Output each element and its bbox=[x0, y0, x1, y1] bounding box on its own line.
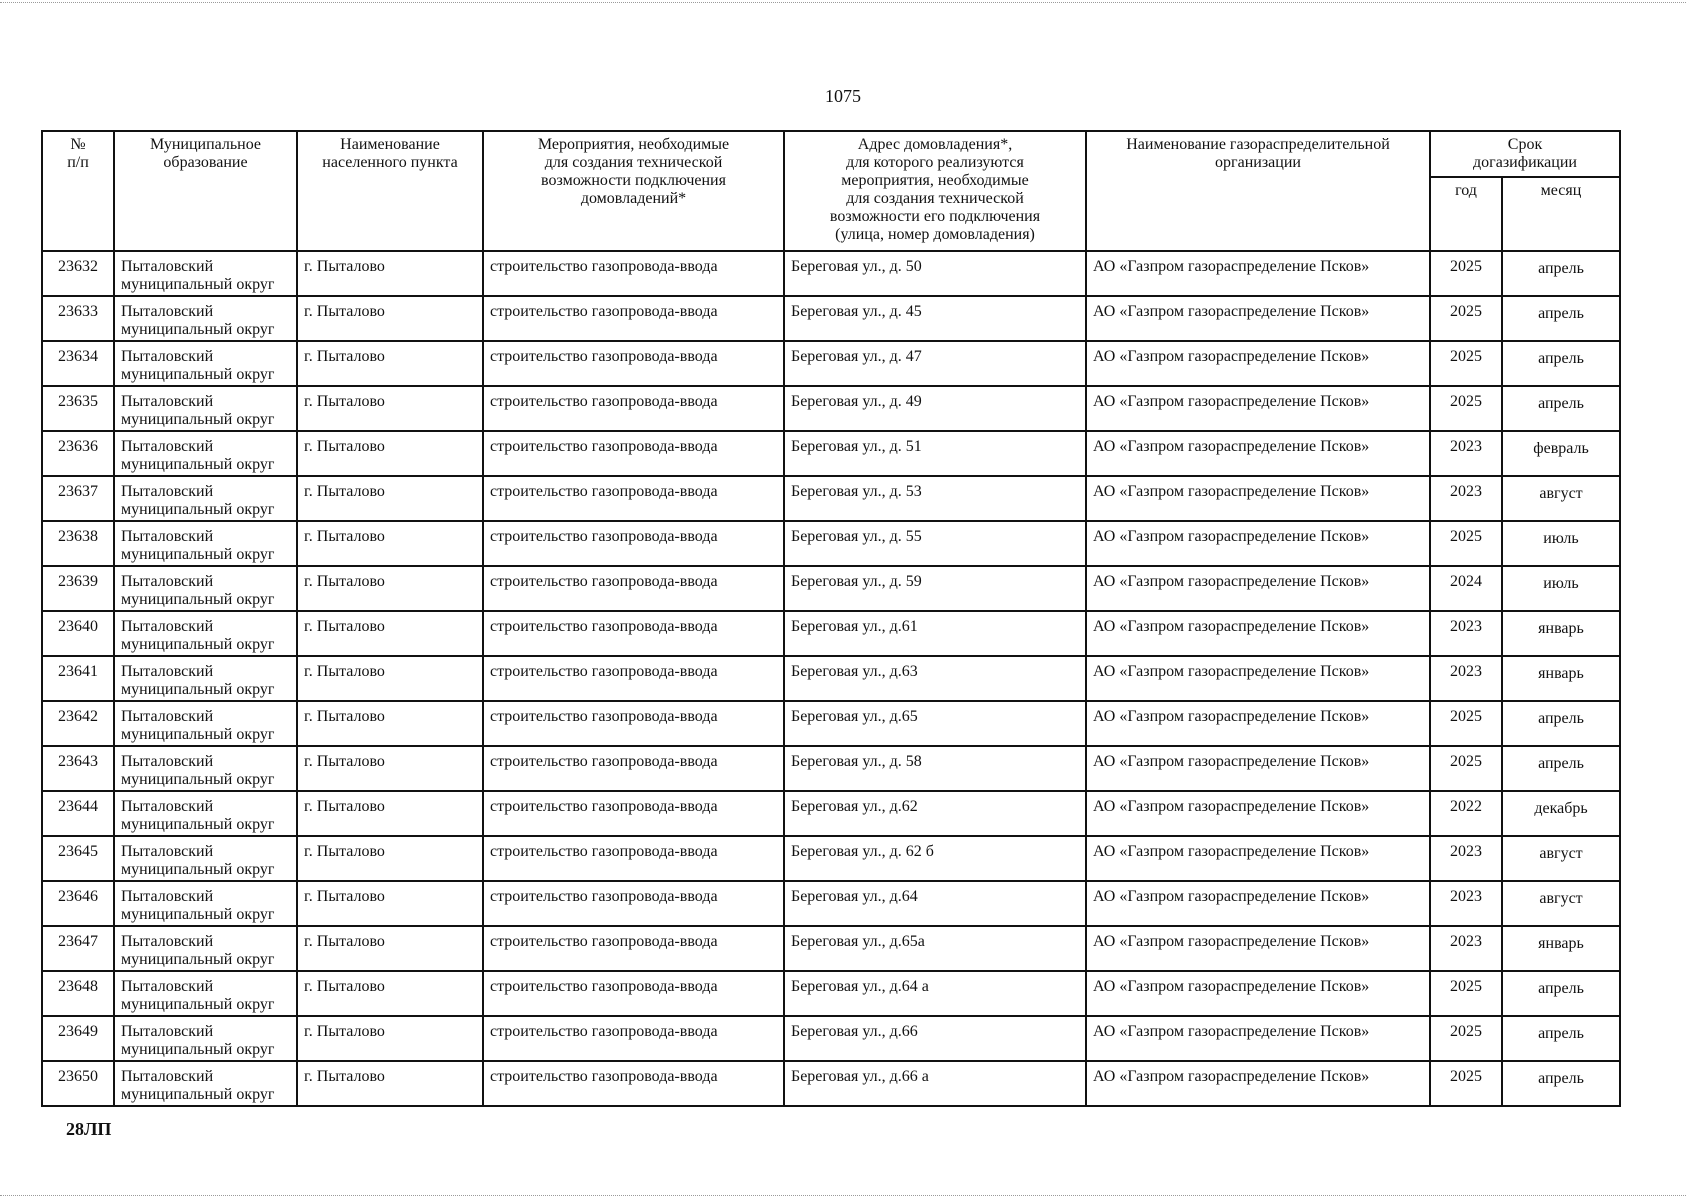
cell-measure: строительство газопровода-ввода bbox=[483, 251, 784, 296]
table-row bbox=[42, 341, 1620, 386]
cell-municipality: Пыталовский муниципальный округ bbox=[114, 341, 297, 386]
cell-municipality: Пыталовский муниципальный округ bbox=[114, 476, 297, 521]
cell-organization: АО «Газпром газораспределение Псков» bbox=[1086, 566, 1430, 611]
cell-year: 2024 bbox=[1430, 566, 1502, 611]
header-measures: Мероприятия, необходимые для создания технической возможности подключения домовладений* bbox=[483, 131, 784, 251]
table-row bbox=[42, 566, 1620, 611]
cell-year: 2023 bbox=[1430, 656, 1502, 701]
cell-year: 2025 bbox=[1430, 251, 1502, 296]
cell-num: 23637 bbox=[42, 476, 114, 521]
cell-num: 23632 bbox=[42, 251, 114, 296]
cell-month: январь bbox=[1502, 926, 1620, 971]
cell-measure: строительство газопровода-ввода bbox=[483, 701, 784, 746]
cell-organization: АО «Газпром газораспределение Псков» bbox=[1086, 521, 1430, 566]
cell-year: 2023 bbox=[1430, 431, 1502, 476]
cell-municipality: Пыталовский муниципальный округ bbox=[114, 656, 297, 701]
cell-num: 23639 bbox=[42, 566, 114, 611]
header-municipality: Муниципальное образование bbox=[114, 131, 297, 251]
cell-month: апрель bbox=[1502, 1016, 1620, 1061]
cell-measure: строительство газопровода-ввода bbox=[483, 1061, 784, 1106]
cell-organization: АО «Газпром газораспределение Псков» bbox=[1086, 656, 1430, 701]
table-row bbox=[42, 701, 1620, 746]
cell-year: 2025 bbox=[1430, 296, 1502, 341]
cell-num: 23646 bbox=[42, 881, 114, 926]
cell-address: Береговая ул., д.66 bbox=[784, 1016, 1086, 1061]
cell-measure: строительство газопровода-ввода bbox=[483, 476, 784, 521]
cell-year: 2023 bbox=[1430, 836, 1502, 881]
cell-address: Береговая ул., д. 59 bbox=[784, 566, 1086, 611]
cell-num: 23648 bbox=[42, 971, 114, 1016]
document-code: 28ЛП bbox=[66, 1119, 112, 1139]
cell-municipality: Пыталовский муниципальный округ bbox=[114, 251, 297, 296]
cell-municipality: Пыталовский муниципальный округ bbox=[114, 386, 297, 431]
cell-settlement: г. Пыталово bbox=[297, 1061, 483, 1106]
cell-settlement: г. Пыталово bbox=[297, 341, 483, 386]
cell-measure: строительство газопровода-ввода bbox=[483, 611, 784, 656]
cell-organization: АО «Газпром газораспределение Псков» bbox=[1086, 701, 1430, 746]
cell-municipality: Пыталовский муниципальный округ bbox=[114, 791, 297, 836]
cell-num: 23647 bbox=[42, 926, 114, 971]
cell-organization: АО «Газпром газораспределение Псков» bbox=[1086, 1061, 1430, 1106]
scan-top-edge bbox=[0, 2, 1686, 3]
cell-settlement: г. Пыталово bbox=[297, 701, 483, 746]
cell-municipality: Пыталовский муниципальный округ bbox=[114, 1016, 297, 1061]
cell-settlement: г. Пыталово bbox=[297, 431, 483, 476]
cell-municipality: Пыталовский муниципальный округ bbox=[114, 521, 297, 566]
cell-municipality: Пыталовский муниципальный округ bbox=[114, 881, 297, 926]
cell-address: Береговая ул., д.66 а bbox=[784, 1061, 1086, 1106]
cell-settlement: г. Пыталово bbox=[297, 836, 483, 881]
header-address: Адрес домовладения*, для которого реализуются мероприятия, необходимые для создания технической возможности его подключения (улица, номер домовладения) bbox=[784, 131, 1086, 251]
cell-address: Береговая ул., д. 45 bbox=[784, 296, 1086, 341]
cell-month: апрель bbox=[1502, 296, 1620, 341]
table-row bbox=[42, 926, 1620, 971]
cell-municipality: Пыталовский муниципальный округ bbox=[114, 746, 297, 791]
cell-municipality: Пыталовский муниципальный округ bbox=[114, 566, 297, 611]
cell-num: 23650 bbox=[42, 1061, 114, 1106]
cell-municipality: Пыталовский муниципальный округ bbox=[114, 431, 297, 476]
cell-num: 23642 bbox=[42, 701, 114, 746]
cell-measure: строительство газопровода-ввода bbox=[483, 521, 784, 566]
cell-municipality: Пыталовский муниципальный округ bbox=[114, 296, 297, 341]
header-num: № п/п bbox=[42, 131, 114, 251]
header-deadline: Срок догазификации bbox=[1430, 131, 1620, 177]
cell-settlement: г. Пыталово bbox=[297, 611, 483, 656]
cell-month: апрель bbox=[1502, 746, 1620, 791]
table-row bbox=[42, 251, 1620, 296]
cell-year: 2025 bbox=[1430, 746, 1502, 791]
cell-address: Береговая ул., д. 51 bbox=[784, 431, 1086, 476]
cell-month: апрель bbox=[1502, 251, 1620, 296]
cell-num: 23634 bbox=[42, 341, 114, 386]
cell-year: 2025 bbox=[1430, 1061, 1502, 1106]
header-settlement: Наименование населенного пункта bbox=[297, 131, 483, 251]
cell-settlement: г. Пыталово bbox=[297, 566, 483, 611]
cell-year: 2022 bbox=[1430, 791, 1502, 836]
cell-num: 23649 bbox=[42, 1016, 114, 1061]
cell-month: июль bbox=[1502, 566, 1620, 611]
cell-address: Береговая ул., д.65а bbox=[784, 926, 1086, 971]
cell-settlement: г. Пыталово bbox=[297, 746, 483, 791]
cell-measure: строительство газопровода-ввода bbox=[483, 566, 784, 611]
cell-address: Береговая ул., д. 58 bbox=[784, 746, 1086, 791]
cell-address: Береговая ул., д.64 bbox=[784, 881, 1086, 926]
cell-address: Береговая ул., д. 62 б bbox=[784, 836, 1086, 881]
table-row bbox=[42, 791, 1620, 836]
cell-settlement: г. Пыталово bbox=[297, 656, 483, 701]
cell-measure: строительство газопровода-ввода bbox=[483, 791, 784, 836]
cell-organization: АО «Газпром газораспределение Псков» bbox=[1086, 476, 1430, 521]
cell-year: 2023 bbox=[1430, 611, 1502, 656]
cell-measure: строительство газопровода-ввода bbox=[483, 386, 784, 431]
scan-bottom-edge bbox=[0, 1195, 1686, 1196]
table-row bbox=[42, 476, 1620, 521]
cell-organization: АО «Газпром газораспределение Псков» bbox=[1086, 836, 1430, 881]
cell-measure: строительство газопровода-ввода bbox=[483, 1016, 784, 1061]
cell-measure: строительство газопровода-ввода bbox=[483, 836, 784, 881]
cell-year: 2025 bbox=[1430, 1016, 1502, 1061]
table-row bbox=[42, 611, 1620, 656]
cell-address: Береговая ул., д. 47 bbox=[784, 341, 1086, 386]
cell-address: Береговая ул., д.64 а bbox=[784, 971, 1086, 1016]
cell-address: Береговая ул., д.61 bbox=[784, 611, 1086, 656]
cell-address: Береговая ул., д. 50 bbox=[784, 251, 1086, 296]
cell-month: апрель bbox=[1502, 701, 1620, 746]
table-row bbox=[42, 881, 1620, 926]
table-row bbox=[42, 746, 1620, 791]
cell-settlement: г. Пыталово bbox=[297, 926, 483, 971]
cell-municipality: Пыталовский муниципальный округ bbox=[114, 926, 297, 971]
cell-settlement: г. Пыталово bbox=[297, 476, 483, 521]
cell-measure: строительство газопровода-ввода bbox=[483, 341, 784, 386]
cell-num: 23636 bbox=[42, 431, 114, 476]
cell-month: декабрь bbox=[1502, 791, 1620, 836]
table-body bbox=[42, 251, 1620, 1106]
cell-measure: строительство газопровода-ввода bbox=[483, 926, 784, 971]
cell-num: 23640 bbox=[42, 611, 114, 656]
cell-organization: АО «Газпром газораспределение Псков» bbox=[1086, 971, 1430, 1016]
cell-municipality: Пыталовский муниципальный округ bbox=[114, 971, 297, 1016]
cell-address: Береговая ул., д. 55 bbox=[784, 521, 1086, 566]
cell-address: Береговая ул., д.62 bbox=[784, 791, 1086, 836]
cell-settlement: г. Пыталово bbox=[297, 251, 483, 296]
cell-year: 2025 bbox=[1430, 701, 1502, 746]
cell-organization: АО «Газпром газораспределение Псков» bbox=[1086, 296, 1430, 341]
gasification-table bbox=[41, 130, 1621, 1107]
cell-organization: АО «Газпром газораспределение Псков» bbox=[1086, 1016, 1430, 1061]
cell-year: 2023 bbox=[1430, 926, 1502, 971]
header-month: месяц bbox=[1502, 177, 1620, 251]
cell-num: 23633 bbox=[42, 296, 114, 341]
cell-year: 2023 bbox=[1430, 881, 1502, 926]
cell-settlement: г. Пыталово bbox=[297, 791, 483, 836]
cell-year: 2025 bbox=[1430, 521, 1502, 566]
cell-address: Береговая ул., д.65 bbox=[784, 701, 1086, 746]
cell-year: 2025 bbox=[1430, 971, 1502, 1016]
cell-month: август bbox=[1502, 476, 1620, 521]
cell-month: январь bbox=[1502, 611, 1620, 656]
table-row bbox=[42, 521, 1620, 566]
cell-municipality: Пыталовский муниципальный округ bbox=[114, 836, 297, 881]
cell-year: 2025 bbox=[1430, 341, 1502, 386]
cell-year: 2025 bbox=[1430, 386, 1502, 431]
cell-num: 23644 bbox=[42, 791, 114, 836]
cell-month: январь bbox=[1502, 656, 1620, 701]
table-row bbox=[42, 386, 1620, 431]
table-row bbox=[42, 1061, 1620, 1106]
cell-organization: АО «Газпром газораспределение Псков» bbox=[1086, 611, 1430, 656]
cell-organization: АО «Газпром газораспределение Псков» bbox=[1086, 341, 1430, 386]
cell-municipality: Пыталовский муниципальный округ bbox=[114, 701, 297, 746]
header-year: год bbox=[1430, 177, 1502, 251]
table-row bbox=[42, 971, 1620, 1016]
cell-measure: строительство газопровода-ввода bbox=[483, 971, 784, 1016]
cell-organization: АО «Газпром газораспределение Псков» bbox=[1086, 746, 1430, 791]
cell-organization: АО «Газпром газораспределение Псков» bbox=[1086, 251, 1430, 296]
cell-num: 23645 bbox=[42, 836, 114, 881]
table-row bbox=[42, 431, 1620, 476]
table-row bbox=[42, 296, 1620, 341]
table-row bbox=[42, 836, 1620, 881]
cell-organization: АО «Газпром газораспределение Псков» bbox=[1086, 431, 1430, 476]
cell-num: 23641 bbox=[42, 656, 114, 701]
cell-num: 23635 bbox=[42, 386, 114, 431]
cell-settlement: г. Пыталово bbox=[297, 971, 483, 1016]
cell-organization: АО «Газпром газораспределение Псков» bbox=[1086, 791, 1430, 836]
table-row bbox=[42, 1016, 1620, 1061]
cell-month: апрель bbox=[1502, 971, 1620, 1016]
cell-address: Береговая ул., д.63 bbox=[784, 656, 1086, 701]
header-organization: Наименование газораспределительной организации bbox=[1086, 131, 1430, 251]
cell-address: Береговая ул., д. 49 bbox=[784, 386, 1086, 431]
table-row bbox=[42, 656, 1620, 701]
cell-settlement: г. Пыталово bbox=[297, 296, 483, 341]
cell-measure: строительство газопровода-ввода bbox=[483, 746, 784, 791]
page-number: 1075 bbox=[825, 86, 861, 106]
cell-settlement: г. Пыталово bbox=[297, 881, 483, 926]
cell-settlement: г. Пыталово bbox=[297, 386, 483, 431]
cell-month: февраль bbox=[1502, 431, 1620, 476]
cell-num: 23638 bbox=[42, 521, 114, 566]
cell-month: август bbox=[1502, 836, 1620, 881]
cell-month: апрель bbox=[1502, 341, 1620, 386]
cell-month: август bbox=[1502, 881, 1620, 926]
cell-organization: АО «Газпром газораспределение Псков» bbox=[1086, 881, 1430, 926]
cell-month: апрель bbox=[1502, 1061, 1620, 1106]
cell-year: 2023 bbox=[1430, 476, 1502, 521]
cell-month: июль bbox=[1502, 521, 1620, 566]
cell-settlement: г. Пыталово bbox=[297, 1016, 483, 1061]
cell-measure: строительство газопровода-ввода bbox=[483, 431, 784, 476]
cell-measure: строительство газопровода-ввода bbox=[483, 881, 784, 926]
cell-address: Береговая ул., д. 53 bbox=[784, 476, 1086, 521]
cell-measure: строительство газопровода-ввода bbox=[483, 296, 784, 341]
cell-num: 23643 bbox=[42, 746, 114, 791]
cell-municipality: Пыталовский муниципальный округ bbox=[114, 611, 297, 656]
cell-settlement: г. Пыталово bbox=[297, 521, 483, 566]
cell-measure: строительство газопровода-ввода bbox=[483, 656, 784, 701]
cell-organization: АО «Газпром газораспределение Псков» bbox=[1086, 386, 1430, 431]
cell-municipality: Пыталовский муниципальный округ bbox=[114, 1061, 297, 1106]
cell-organization: АО «Газпром газораспределение Псков» bbox=[1086, 926, 1430, 971]
cell-month: апрель bbox=[1502, 386, 1620, 431]
